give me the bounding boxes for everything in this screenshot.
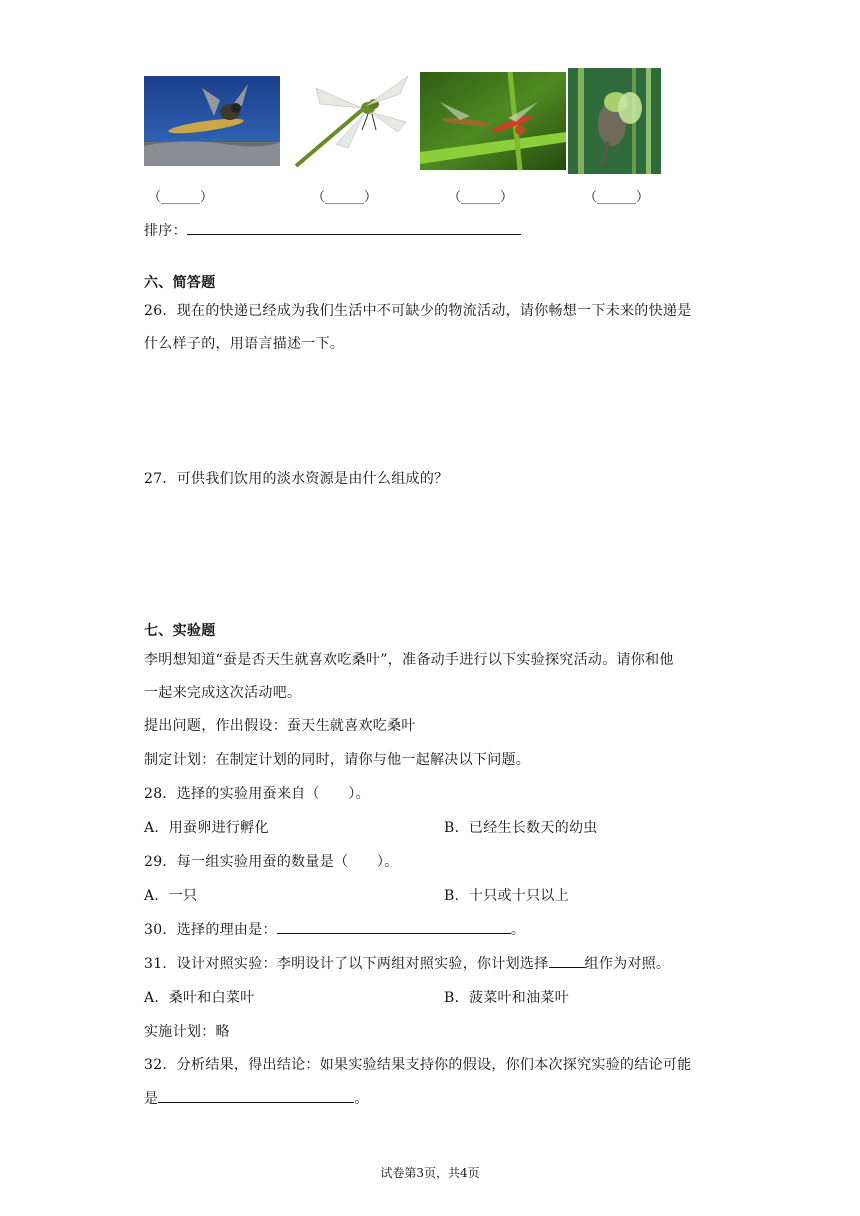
question-29-option-a[interactable]: A．一只: [144, 888, 198, 904]
plan: 制定计划：在制定计划的同时，请你与他一起解决以下问题。: [144, 752, 531, 768]
experiment-intro-line1: 李明想知道“蚕是否天生就喜欢吃桑叶”，准备动手进行以下实验探究活动。请你和他: [144, 652, 674, 668]
question-31-text: 31．设计对照实验：李明设计了以下两组对照实验，你计划选择: [144, 956, 549, 972]
question-29-option-b[interactable]: B．十只或十只以上: [444, 888, 569, 904]
question-32-end: 。: [354, 1091, 369, 1107]
dragonfly-adult-photo: [288, 70, 416, 170]
implement-plan: 实施计划：略: [144, 1024, 230, 1040]
question-32-line2: [144, 1088, 369, 1108]
question-31-option-a[interactable]: A．桑叶和白菜叶: [144, 990, 255, 1006]
question-30: [144, 919, 525, 939]
question-30-end: 。: [510, 922, 526, 938]
order-row: [144, 220, 521, 240]
question-29: 29．每一组实验用蚕的数量是（ ）。: [144, 854, 399, 870]
hypothesis: 提出问题，作出假设：蚕天生就喜欢吃桑叶: [144, 718, 416, 734]
question-32-blank[interactable]: [158, 1088, 354, 1103]
section-6-title: 六、简答题: [144, 275, 216, 291]
question-32-text: 是: [144, 1091, 159, 1107]
question-31: [144, 953, 670, 973]
dragonfly-nymph-emerging-photo: [568, 68, 661, 174]
section-7-title: 七、实验题: [144, 623, 216, 639]
question-28-option-b[interactable]: B．已经生长数天的幼虫: [444, 820, 598, 836]
experiment-intro-line2: 一起来完成这次活动吧。: [144, 685, 302, 701]
question-31-option-b[interactable]: B．菠菜叶和油菜叶: [444, 990, 569, 1006]
caption-4: （______）: [584, 190, 650, 205]
question-30-text: 30．选择的理由是：: [144, 922, 277, 938]
caption-1: （______）: [148, 190, 214, 205]
question-32-line1: 32．分析结果，得出结论：如果实验结果支持你的假设，你们本次探究实验的结论可能: [144, 1057, 692, 1073]
caption-2: （______）: [312, 190, 378, 205]
caption-3: （______）: [448, 190, 514, 205]
question-26-line1: 26．现在的快递已经成为我们生活中不可缺少的物流活动，请你畅想一下未来的快递是: [144, 303, 692, 319]
dragonflies-mating-photo: [420, 72, 566, 170]
question-26-line2: 什么样子的，用语言描述一下。: [144, 336, 345, 352]
question-31-blank[interactable]: [549, 953, 585, 968]
order-label: 排序：: [144, 223, 187, 239]
question-28-option-a[interactable]: A．用蚕卵进行孵化: [144, 820, 269, 836]
page-footer: 试卷第3页，共4页: [380, 1166, 480, 1180]
dragonfly-laying-eggs-photo: [144, 76, 280, 166]
question-30-blank[interactable]: [277, 919, 511, 934]
question-31-end: 组作为对照。: [584, 956, 671, 972]
question-27: 27．可供我们饮用的淡水资源是由什么组成的？: [144, 471, 449, 487]
order-blank[interactable]: [187, 220, 521, 235]
question-28: 28．选择的实验用蚕来自（ ）。: [144, 786, 370, 802]
